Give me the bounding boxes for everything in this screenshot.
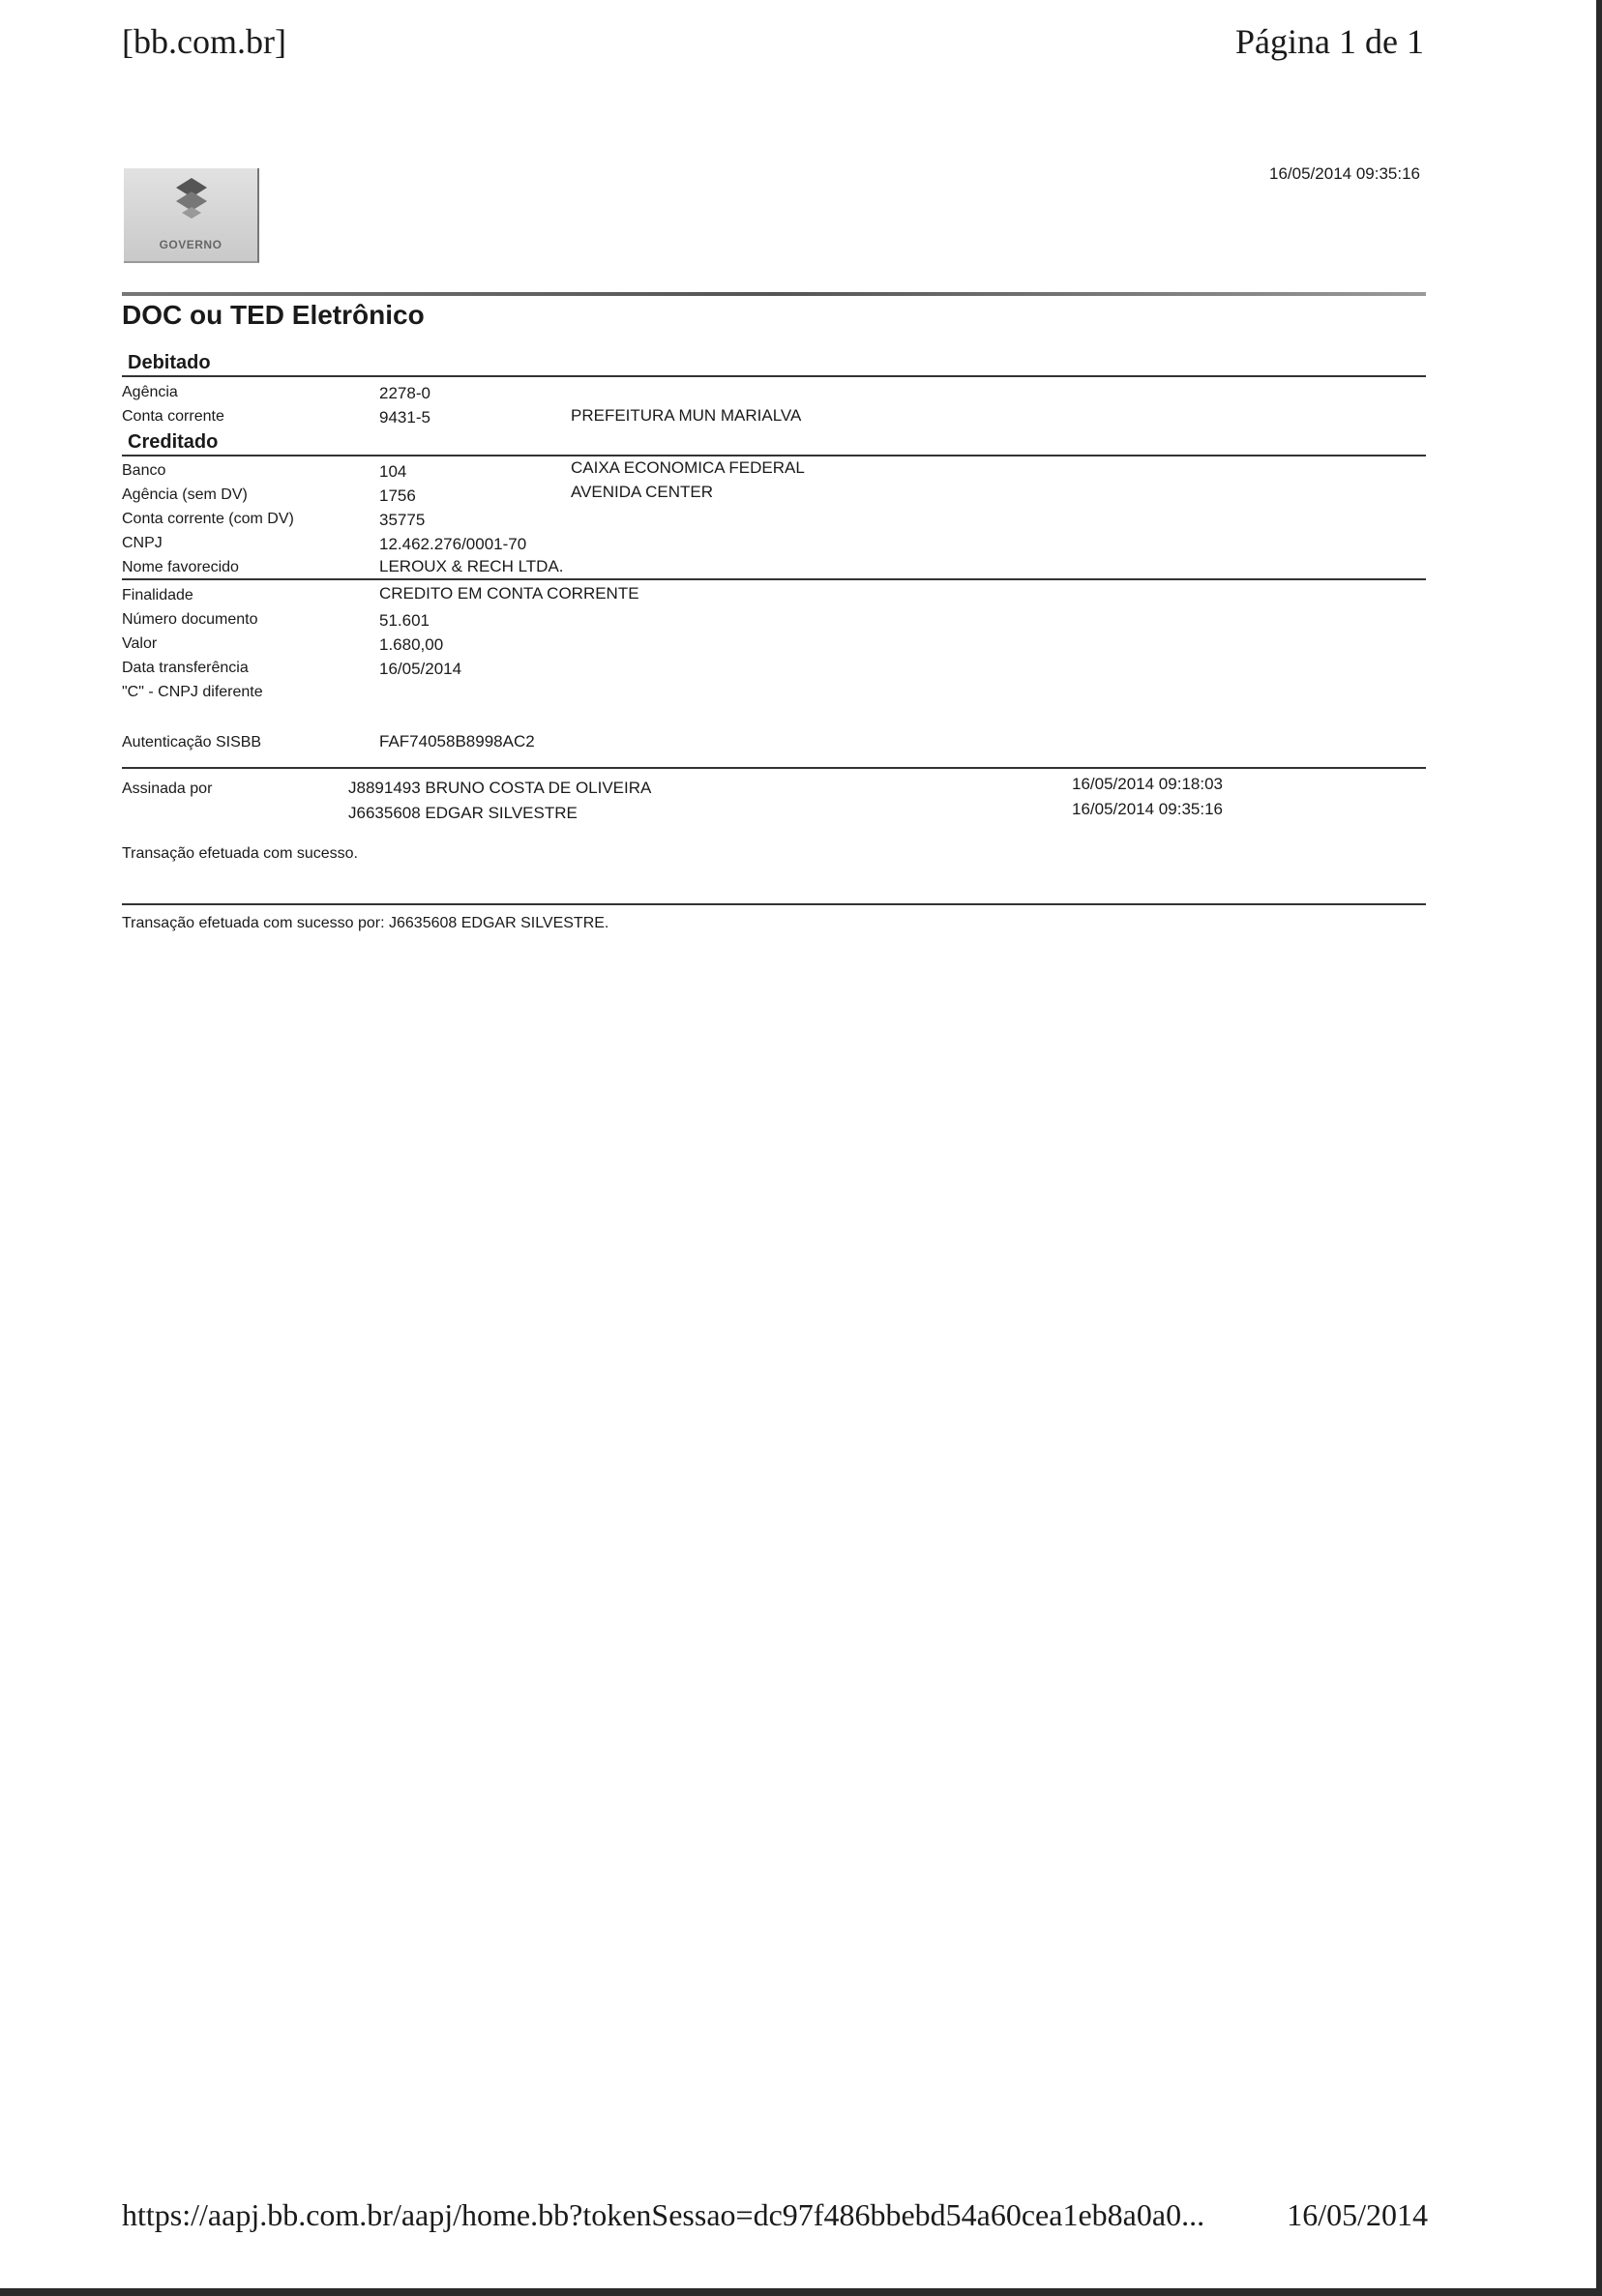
debitado-conta-titular: PREFEITURA MUN MARIALVA	[571, 406, 802, 425]
print-timestamp: 16/05/2014 09:35:16	[1269, 164, 1420, 183]
autenticacao-value: FAF74058B8998AC2	[379, 732, 535, 751]
creditado-cnpj-label: CNPJ	[122, 535, 163, 551]
creditado-banco-nome: CAIXA ECONOMICA FEDERAL	[571, 458, 805, 477]
creditado-agencia-label: Agência (sem DV)	[122, 486, 248, 503]
valor-value: 1.680,00	[379, 635, 444, 654]
logo-text: GOVERNO	[159, 238, 222, 251]
valor-label: Valor	[122, 635, 158, 652]
banco-do-brasil-logo-icon	[170, 174, 213, 222]
numero-documento-label: Número documento	[122, 611, 258, 628]
section-creditado: Creditado	[128, 431, 219, 453]
status-por-message: Transação efetuada com sucesso por: J6635608 EDGAR SILVESTRE.	[122, 915, 609, 931]
finalidade-label: Finalidade	[122, 587, 193, 603]
debitado-agencia-value: 2278-0	[379, 384, 430, 402]
assinada-por-label: Assinada por	[122, 780, 213, 797]
debitado-conta-value: 9431-5	[379, 408, 430, 427]
section-debitado: Debitado	[128, 352, 211, 373]
creditado-banco-label: Banco	[122, 462, 166, 479]
creditado-conta-label: Conta corrente (com DV)	[122, 511, 294, 527]
cnpj-diferente-label: "C" - CNPJ diferente	[122, 684, 263, 700]
creditado-favorecido-label: Nome favorecido	[122, 559, 239, 575]
creditado-agencia-value: 1756	[379, 486, 416, 505]
signatory-1-name: J8891493 BRUNO COSTA DE OLIVEIRA	[348, 779, 652, 797]
document-title: DOC ou TED Eletrônico	[122, 300, 425, 330]
data-transferencia-label: Data transferência	[122, 660, 249, 676]
divider-detalhes	[122, 578, 1426, 580]
creditado-cnpj-value: 12.462.276/0001-70	[379, 535, 527, 553]
autenticacao-label: Autenticação SISBB	[122, 734, 262, 751]
header-site: [bb.com.br]	[122, 22, 286, 61]
data-transferencia-value: 16/05/2014	[379, 660, 462, 678]
signatory-1-date: 16/05/2014 09:18:03	[1072, 775, 1223, 793]
creditado-agencia-nome: AVENIDA CENTER	[571, 483, 714, 501]
numero-documento-value: 51.601	[379, 611, 430, 630]
debitado-conta-label: Conta corrente	[122, 408, 224, 425]
divider-creditado	[122, 455, 1426, 456]
bank-logo	[124, 168, 259, 263]
creditado-conta-value: 35775	[379, 511, 426, 529]
creditado-favorecido-value: LEROUX & RECH LTDA.	[379, 557, 564, 575]
creditado-banco-value: 104	[379, 462, 407, 481]
status-message: Transação efetuada com sucesso.	[122, 845, 358, 862]
footer-date: 16/05/2014	[1287, 2197, 1428, 2232]
divider-assinaturas	[122, 767, 1426, 769]
signatory-2-name: J6635608 EDGAR SILVESTRE	[348, 804, 578, 822]
header-page-number: Página 1 de 1	[1235, 22, 1424, 61]
divider-debitado	[122, 375, 1426, 377]
footer-url: https://aapj.bb.com.br/aapj/home.bb?tokenSessao=dc97f486bbebd54a60cea1eb8a0a0...	[122, 2197, 1205, 2232]
title-divider	[122, 292, 1426, 296]
debitado-agencia-label: Agência	[122, 384, 178, 400]
signatory-2-date: 16/05/2014 09:35:16	[1072, 800, 1223, 818]
divider-status	[122, 903, 1426, 905]
finalidade-value: CREDITO EM CONTA CORRENTE	[379, 584, 639, 603]
